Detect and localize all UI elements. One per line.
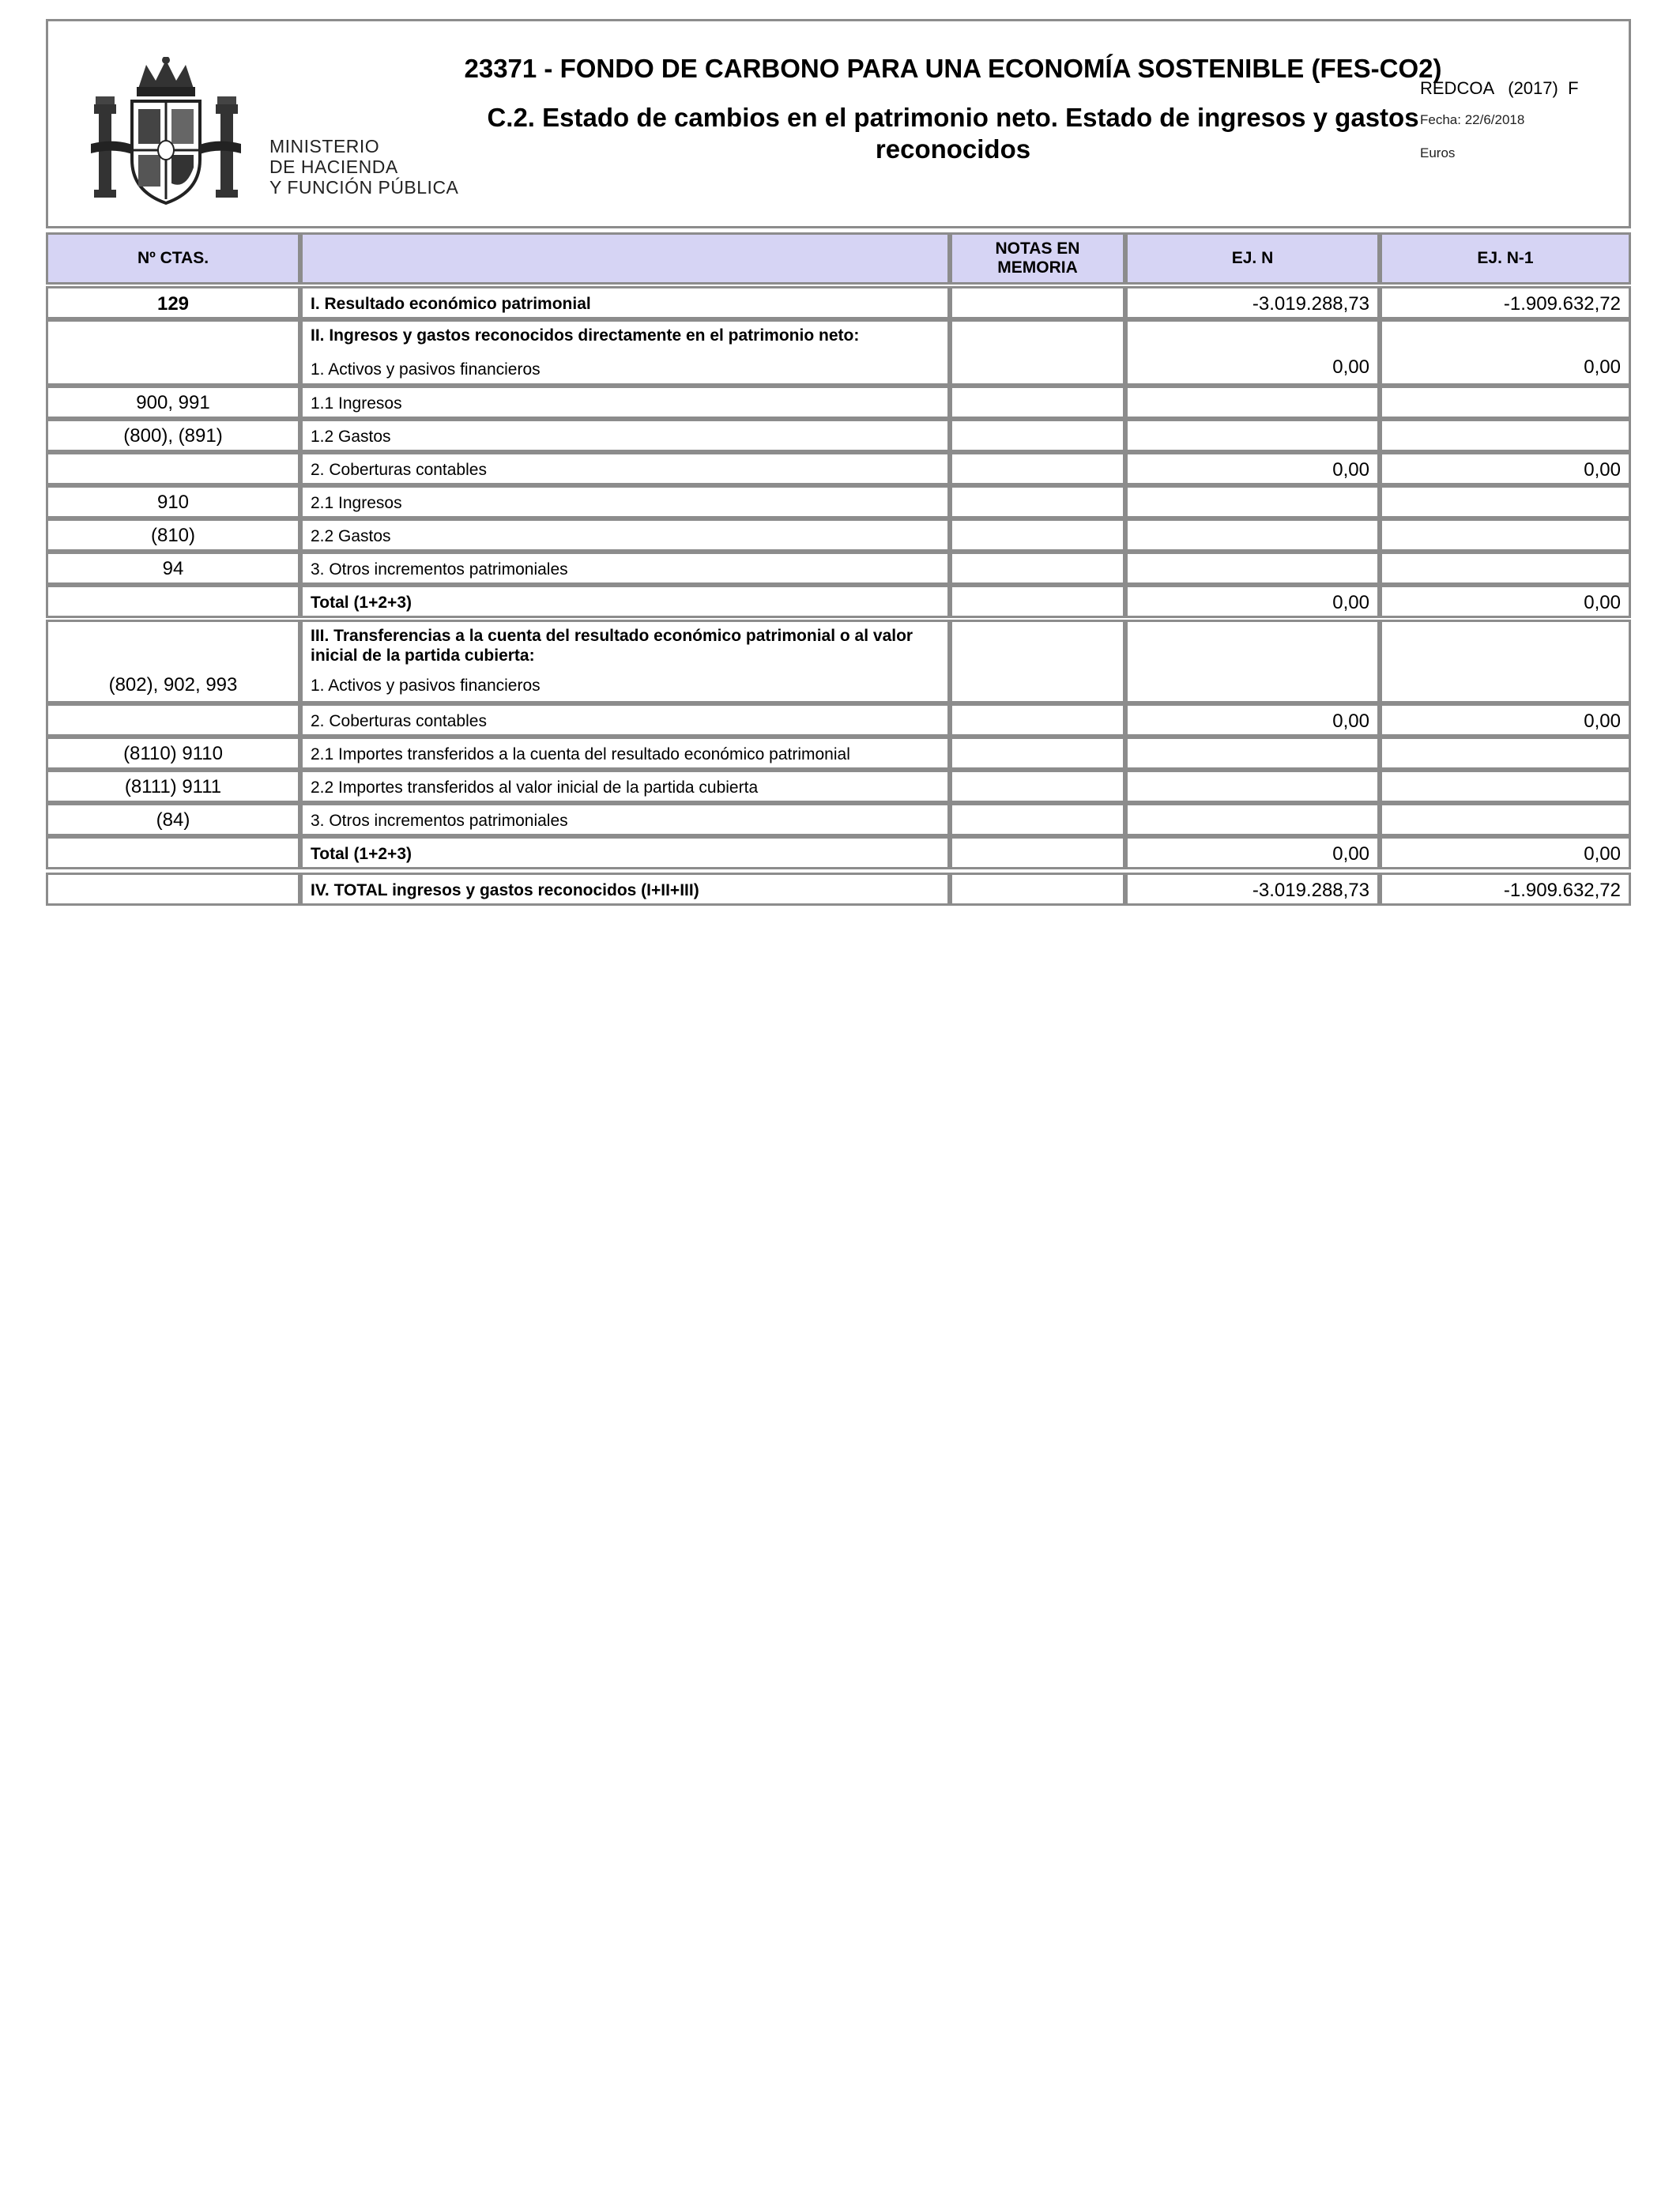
value-year-n: 0,00 xyxy=(1332,843,1369,865)
ministry-logo xyxy=(91,57,459,207)
account-code: 94 xyxy=(162,558,184,579)
row-description: 2.2 Importes transferidos al valor inicial de la partida cubierta xyxy=(311,778,759,797)
account-code: (800), (891) xyxy=(123,425,223,447)
title-block xyxy=(459,53,1447,165)
row-description: 2.1 Importes transferidos a la cuenta del resultado económico patrimonial xyxy=(311,745,850,763)
report-date: Fecha: 22/6/2018 xyxy=(1420,112,1525,127)
row-description: Total (1+2+3) xyxy=(311,845,412,863)
header-cell-description xyxy=(300,232,950,285)
table-row xyxy=(46,703,1631,737)
header-cell-year-n: EJ. N xyxy=(1125,232,1380,285)
account-code: 910 xyxy=(156,492,190,513)
value-year-n1: -1.909.632,72 xyxy=(1503,293,1621,315)
report-meta xyxy=(1420,78,1618,162)
report-subtitle: C.2. Estado de cambios en el patrimonio neto. Estado de ingresos y gastos reconocidos xyxy=(487,103,1419,164)
table-row xyxy=(46,518,1631,552)
header-cell-year-n1: EJ. N-1 xyxy=(1380,232,1631,285)
value-year-n: 0,00 xyxy=(1332,459,1369,481)
value-year-n: -3.019.288,73 xyxy=(1252,880,1369,901)
value-year-n: 0,00 xyxy=(1332,592,1369,613)
account-code: (810) xyxy=(150,525,196,546)
table-row xyxy=(46,620,1631,703)
header-cell-notes: NOTAS EN MEMORIA xyxy=(950,232,1125,285)
section-heading: II. Ingresos y gastos reconocidos directamente en el patrimonio neto: xyxy=(311,326,860,345)
report-currency: Euros xyxy=(1420,145,1456,160)
section-heading: III. Transferencias a la cuenta del resultado económico patrimonial o al valor inicial de la partida cubierta: xyxy=(311,627,913,665)
table-row xyxy=(46,585,1631,618)
table-row xyxy=(46,452,1631,485)
report-header xyxy=(46,19,1631,228)
value-year-n1: 0,00 xyxy=(1584,711,1621,732)
table-row xyxy=(46,419,1631,452)
value-year-n1: 0,00 xyxy=(1584,843,1621,865)
row-description: 2. Coberturas contables xyxy=(311,712,487,730)
ministry-name: MINISTERIO DE HACIENDA Y FUNCIÓN PÚBLICA xyxy=(269,136,459,198)
table-row xyxy=(46,485,1631,518)
row-description: 2.2 Gastos xyxy=(311,527,391,545)
table-row xyxy=(46,770,1631,803)
value-year-n1: 0,00 xyxy=(1584,592,1621,613)
coat-of-arms-icon xyxy=(91,57,249,207)
table-header-row xyxy=(46,232,1631,285)
row-description: Total (1+2+3) xyxy=(311,594,412,612)
table-row xyxy=(46,286,1631,319)
value-year-n: -3.019.288,73 xyxy=(1252,293,1369,315)
account-code: (802), 902, 993 xyxy=(108,674,238,696)
row-description: IV. TOTAL ingresos y gastos reconocidos (I+II+III) xyxy=(311,881,699,899)
table-row xyxy=(46,319,1631,386)
value-year-n1: 0,00 xyxy=(1584,356,1621,378)
value-year-n1: -1.909.632,72 xyxy=(1503,880,1621,901)
row-description: 1. Activos y pasivos financieros xyxy=(311,677,541,695)
row-description: 2. Coberturas contables xyxy=(311,461,487,479)
account-code: 900, 991 xyxy=(136,392,210,413)
value-year-n: 0,00 xyxy=(1332,356,1369,378)
table-row xyxy=(46,836,1631,869)
account-code: (8110) 9110 xyxy=(123,743,223,764)
report-code: REDCOA (2017) F xyxy=(1420,78,1579,98)
account-code: (8111) 9111 xyxy=(124,776,222,797)
row-description: 3. Otros incrementos patrimoniales xyxy=(311,560,568,579)
table-row xyxy=(46,386,1631,419)
row-description: 3. Otros incrementos patrimoniales xyxy=(311,812,568,830)
report-title: 23371 - FONDO DE CARBONO PARA UNA ECONOMÍA SOSTENIBLE (FES-CO2) xyxy=(464,54,1442,83)
account-code: 129 xyxy=(156,293,190,315)
table-row xyxy=(46,737,1631,770)
value-year-n: 0,00 xyxy=(1332,711,1369,732)
row-description: 2.1 Ingresos xyxy=(311,494,402,512)
table-row xyxy=(46,803,1631,836)
value-year-n1: 0,00 xyxy=(1584,459,1621,481)
table-row xyxy=(46,873,1631,906)
row-description: 1.2 Gastos xyxy=(311,428,391,446)
header-cell-accounts: Nº CTAS. xyxy=(46,232,300,285)
account-code: (84) xyxy=(156,809,190,831)
table-row xyxy=(46,552,1631,585)
row-description: 1. Activos y pasivos financieros xyxy=(311,360,541,379)
row-description: I. Resultado económico patrimonial xyxy=(311,295,591,313)
row-description: 1.1 Ingresos xyxy=(311,394,402,413)
